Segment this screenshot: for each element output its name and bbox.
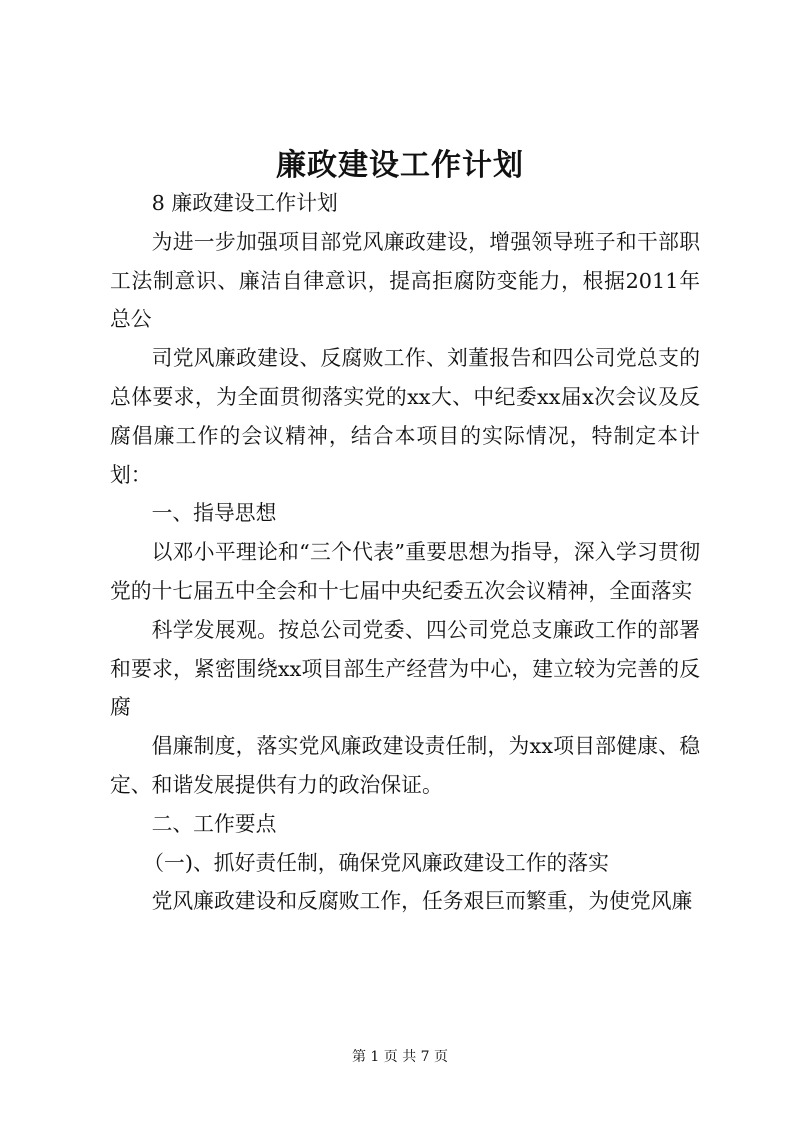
document-body [110, 184, 700, 921]
subsection-heading-responsibility: （一)、抓好责任制，确保党风廉政建设工作的落实 [143, 850, 609, 875]
paragraph-requirements: 司党风廉政建设、反腐败工作、刘董报告和四公司党总支的总体要求，为全面贯彻落实党的xx大、中纪委xx届x次会议及反腐倡廉工作的会议精神，结合本项目的实际情况，特制定本计划： [110, 346, 700, 487]
section-heading-work-points: 二、工作要点 [151, 811, 277, 836]
paragraph-guiding-thought: 以邓小平理论和“三个代表”重要思想为指导，深入学习贯彻党的十七届五中全会和十七届中央纪委五次会议精神，全面落实 [110, 540, 700, 603]
paragraph-development-view: 科学发展观。按总公司党委、四公司党总支廉政工作的部署和要求，紧密围绕xx项目部生产经营为中心，建立较为完善的反腐 [110, 617, 700, 720]
section-heading-guiding-thought: 一、指导思想 [151, 501, 277, 526]
page-footer: 第 1 页 共 7 页 [351, 1049, 449, 1065]
paragraph-intro: 为进一步加强项目部党风廉政建设，增强领导班子和干部职工法制意识、廉洁自律意识，提高拒腐防变能力，根据2011年总公 [110, 229, 700, 332]
paragraph-system: 倡廉制度，落实党风廉政建设责任制，为xx项目部健康、稳定、和谐发展提供有力的政治保证。 [110, 734, 700, 797]
document-title: 廉政建设工作计划 [276, 148, 524, 183]
paragraph-subtitle: 8 廉政建设工作计划 [151, 191, 338, 215]
paragraph-task: 党风廉政建设和反腐败工作，任务艰巨而繁重，为使党风廉 [151, 889, 693, 914]
